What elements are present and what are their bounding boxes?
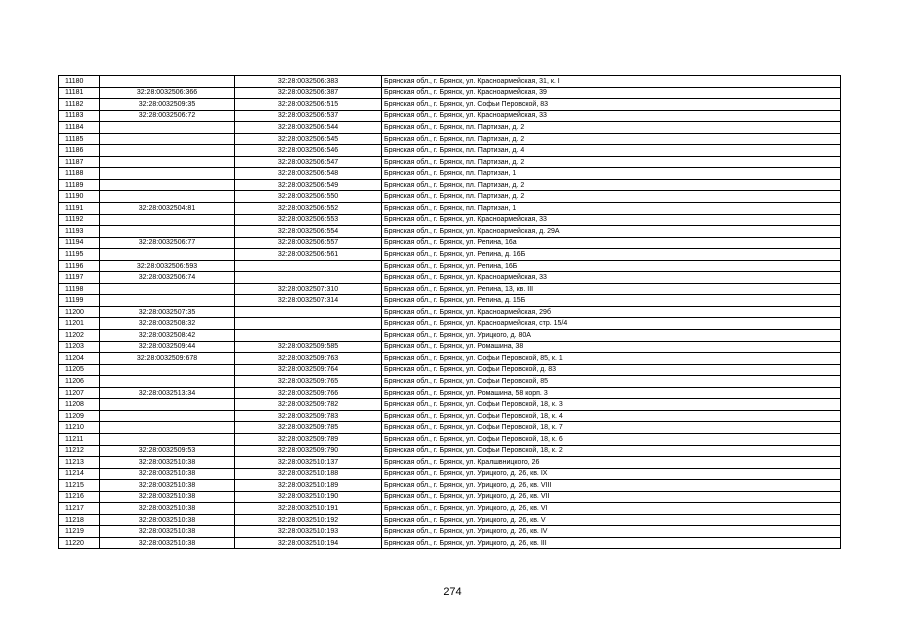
table-row (59, 410, 841, 422)
row-number-cell: 11193 (59, 226, 100, 238)
row-number-cell: 11202 (59, 330, 100, 342)
object-cadastral-number-cell: 32:28:0032509:764 (235, 364, 382, 376)
object-cadastral-number-cell: 32:28:0032506:552 (235, 203, 382, 215)
row-number-cell: 11217 (59, 503, 100, 515)
table-row (59, 330, 841, 342)
object-cadastral-number-cell: 32:28:0032510:190 (235, 491, 382, 503)
object-cadastral-number-cell: 32:28:0032506:545 (235, 133, 382, 145)
address-cell: Брянская обл., г. Брянск, ул. Урицкого, д. 80А (382, 330, 841, 342)
object-cadastral-number-cell: 32:28:0032509:785 (235, 422, 382, 434)
land-cadastral-number-cell: 32:28:0032509:35 (100, 99, 235, 111)
table-row (59, 387, 841, 399)
row-number-cell: 11220 (59, 537, 100, 549)
table-row (59, 526, 841, 538)
address-cell: Брянская обл., г. Брянск, ул. Софьи Перовской, д. 83 (382, 364, 841, 376)
land-cadastral-number-cell: 32:28:0032508:32 (100, 318, 235, 330)
row-number-cell: 11191 (59, 203, 100, 215)
table-row (59, 122, 841, 134)
object-cadastral-number-cell: 32:28:0032510:137 (235, 457, 382, 469)
row-number-cell: 11205 (59, 364, 100, 376)
land-cadastral-number-cell (100, 133, 235, 145)
table-row (59, 341, 841, 353)
row-number-cell: 11192 (59, 214, 100, 226)
table-row (59, 318, 841, 330)
row-number-cell: 11186 (59, 145, 100, 157)
object-cadastral-number-cell: 32:28:0032509:766 (235, 387, 382, 399)
page-number: 274 (443, 586, 462, 598)
object-cadastral-number-cell: 32:28:0032510:193 (235, 526, 382, 538)
object-cadastral-number-cell: 32:28:0032509:790 (235, 445, 382, 457)
land-cadastral-number-cell: 32:28:0032510:38 (100, 457, 235, 469)
land-cadastral-number-cell (100, 422, 235, 434)
land-cadastral-number-cell: 32:28:0032506:593 (100, 260, 235, 272)
table-row (59, 203, 841, 215)
object-cadastral-number-cell (235, 272, 382, 284)
land-cadastral-number-cell: 32:28:0032509:678 (100, 353, 235, 365)
address-cell: Брянская обл., г. Брянск, пл. Партизан, 1 (382, 203, 841, 215)
table-row (59, 110, 841, 122)
row-number-cell: 11180 (59, 76, 100, 88)
table-row (59, 295, 841, 307)
address-cell: Брянская обл., г. Брянск, ул. Репина, д. 15Б (382, 295, 841, 307)
land-cadastral-number-cell (100, 214, 235, 226)
table-row (59, 76, 841, 88)
address-cell: Брянская обл., г. Брянск, ул. Красноармейская, 39 (382, 87, 841, 99)
object-cadastral-number-cell: 32:28:0032509:765 (235, 376, 382, 388)
land-cadastral-number-cell (100, 410, 235, 422)
object-cadastral-number-cell: 32:28:0032509:763 (235, 353, 382, 365)
table-row (59, 480, 841, 492)
address-cell: Брянская обл., г. Брянск, ул. Софьи Перовской, 18, к. 7 (382, 422, 841, 434)
table-row (59, 353, 841, 365)
object-cadastral-number-cell (235, 306, 382, 318)
object-cadastral-number-cell: 32:28:0032509:782 (235, 399, 382, 411)
row-number-cell: 11216 (59, 491, 100, 503)
row-number-cell: 11199 (59, 295, 100, 307)
row-number-cell: 11196 (59, 260, 100, 272)
object-cadastral-number-cell: 32:28:0032506:554 (235, 226, 382, 238)
row-number-cell: 11201 (59, 318, 100, 330)
object-cadastral-number-cell (235, 260, 382, 272)
table-row (59, 283, 841, 295)
land-cadastral-number-cell: 32:28:0032510:38 (100, 537, 235, 549)
address-cell: Брянская обл., г. Брянск, ул. Урицкого, д. 26, кв. IX (382, 468, 841, 480)
object-cadastral-number-cell: 32:28:0032510:188 (235, 468, 382, 480)
address-cell: Брянская обл., г. Брянск, ул. Урицкого, д. 26, кв. V (382, 514, 841, 526)
address-cell: Брянская обл., г. Брянск, ул. Софьи Перовской, 83 (382, 99, 841, 111)
land-cadastral-number-cell: 32:28:0032506:72 (100, 110, 235, 122)
land-cadastral-number-cell: 32:28:0032508:42 (100, 330, 235, 342)
address-cell: Брянская обл., г. Брянск, пл. Партизан, 1 (382, 168, 841, 180)
row-number-cell: 11214 (59, 468, 100, 480)
land-cadastral-number-cell: 32:28:0032509:44 (100, 341, 235, 353)
table-row (59, 399, 841, 411)
object-cadastral-number-cell: 32:28:0032506:549 (235, 179, 382, 191)
object-cadastral-number-cell: 32:28:0032510:191 (235, 503, 382, 515)
address-cell: Брянская обл., г. Брянск, ул. Красноармейская, 29б (382, 306, 841, 318)
row-number-cell: 11181 (59, 87, 100, 99)
table-row (59, 422, 841, 434)
row-number-cell: 11197 (59, 272, 100, 284)
object-cadastral-number-cell: 32:28:0032506:387 (235, 87, 382, 99)
address-cell: Брянская обл., г. Брянск, ул. Софьи Перовской, 18, к. 3 (382, 399, 841, 411)
land-cadastral-number-cell (100, 191, 235, 203)
address-cell: Брянская обл., г. Брянск, ул. Красноармейская, 31, к. I (382, 76, 841, 88)
object-cadastral-number-cell: 32:28:0032507:310 (235, 283, 382, 295)
row-number-cell: 11183 (59, 110, 100, 122)
object-cadastral-number-cell: 32:28:0032506:537 (235, 110, 382, 122)
address-cell: Брянская обл., г. Брянск, ул. Красноармейская, стр. 15/4 (382, 318, 841, 330)
table-row (59, 145, 841, 157)
address-cell: Брянская обл., г. Брянск, ул. Ромашина, 58 корп. 3 (382, 387, 841, 399)
land-cadastral-number-cell (100, 76, 235, 88)
table-row (59, 156, 841, 168)
address-cell: Брянская обл., г. Брянск, ул. Урицкого, д. 26, кв. VII (382, 491, 841, 503)
table-row (59, 133, 841, 145)
table-row (59, 214, 841, 226)
land-cadastral-number-cell (100, 399, 235, 411)
address-cell: Брянская обл., г. Брянск, ул. Репина, 16Б (382, 260, 841, 272)
address-cell: Брянская обл., г. Брянск, ул. Кралшвницкого, 26 (382, 457, 841, 469)
row-number-cell: 11218 (59, 514, 100, 526)
object-cadastral-number-cell (235, 330, 382, 342)
object-cadastral-number-cell: 32:28:0032510:189 (235, 480, 382, 492)
land-cadastral-number-cell: 32:28:0032507:35 (100, 306, 235, 318)
address-cell: Брянская обл., г. Брянск, пл. Партизан, д. 2 (382, 133, 841, 145)
row-number-cell: 11200 (59, 306, 100, 318)
table-row (59, 364, 841, 376)
table-row (59, 514, 841, 526)
land-cadastral-number-cell: 32:28:0032506:77 (100, 237, 235, 249)
row-number-cell: 11187 (59, 156, 100, 168)
row-number-cell: 11188 (59, 168, 100, 180)
row-number-cell: 11189 (59, 179, 100, 191)
row-number-cell: 11184 (59, 122, 100, 134)
address-cell: Брянская обл., г. Брянск, ул. Красноармейская, 33 (382, 214, 841, 226)
property-register-table (58, 75, 841, 549)
object-cadastral-number-cell: 32:28:0032510:194 (235, 537, 382, 549)
address-cell: Брянская обл., г. Брянск, ул. Репина, 13, кв. III (382, 283, 841, 295)
row-number-cell: 11204 (59, 353, 100, 365)
row-number-cell: 11195 (59, 249, 100, 261)
land-cadastral-number-cell: 32:28:0032510:38 (100, 526, 235, 538)
object-cadastral-number-cell: 32:28:0032509:585 (235, 341, 382, 353)
object-cadastral-number-cell: 32:28:0032506:547 (235, 156, 382, 168)
land-cadastral-number-cell (100, 433, 235, 445)
address-cell: Брянская обл., г. Брянск, ул. Урицкого, д. 26, кв. III (382, 537, 841, 549)
row-number-cell: 11203 (59, 341, 100, 353)
land-cadastral-number-cell (100, 179, 235, 191)
table-row (59, 272, 841, 284)
table-row (59, 491, 841, 503)
land-cadastral-number-cell: 32:28:0032504:81 (100, 203, 235, 215)
object-cadastral-number-cell: 32:28:0032506:546 (235, 145, 382, 157)
land-cadastral-number-cell (100, 364, 235, 376)
object-cadastral-number-cell: 32:28:0032506:561 (235, 249, 382, 261)
address-cell: Брянская обл., г. Брянск, пл. Партизан, д. 2 (382, 156, 841, 168)
address-cell: Брянская обл., г. Брянск, ул. Софьи Перовской, 18, к. 6 (382, 433, 841, 445)
address-cell: Брянская обл., г. Брянск, ул. Урицкого, д. 26, кв. IV (382, 526, 841, 538)
land-cadastral-number-cell (100, 283, 235, 295)
table-row (59, 99, 841, 111)
address-cell: Брянская обл., г. Брянск, ул. Софьи Перовской, 18, к. 2 (382, 445, 841, 457)
address-cell: Брянская обл., г. Брянск, ул. Урицкого, д. 26, кв. VI (382, 503, 841, 515)
address-cell: Брянская обл., г. Брянск, ул. Красноармейская, 33 (382, 272, 841, 284)
land-cadastral-number-cell (100, 145, 235, 157)
object-cadastral-number-cell: 32:28:0032506:557 (235, 237, 382, 249)
land-cadastral-number-cell: 32:28:0032510:38 (100, 480, 235, 492)
address-cell: Брянская обл., г. Брянск, пл. Партизан, д. 2 (382, 122, 841, 134)
land-cadastral-number-cell (100, 376, 235, 388)
row-number-cell: 11212 (59, 445, 100, 457)
row-number-cell: 11209 (59, 410, 100, 422)
land-cadastral-number-cell: 32:28:0032506:74 (100, 272, 235, 284)
land-cadastral-number-cell (100, 168, 235, 180)
table-row (59, 445, 841, 457)
object-cadastral-number-cell: 32:28:0032509:783 (235, 410, 382, 422)
table-row (59, 503, 841, 515)
land-cadastral-number-cell (100, 122, 235, 134)
object-cadastral-number-cell: 32:28:0032507:314 (235, 295, 382, 307)
land-cadastral-number-cell (100, 156, 235, 168)
table-row (59, 260, 841, 272)
object-cadastral-number-cell: 32:28:0032506:383 (235, 76, 382, 88)
row-number-cell: 11198 (59, 283, 100, 295)
land-cadastral-number-cell: 32:28:0032509:53 (100, 445, 235, 457)
address-cell: Брянская обл., г. Брянск, пл. Партизан, д. 2 (382, 179, 841, 191)
object-cadastral-number-cell: 32:28:0032506:553 (235, 214, 382, 226)
table-row (59, 226, 841, 238)
row-number-cell: 11206 (59, 376, 100, 388)
table-row (59, 457, 841, 469)
address-cell: Брянская обл., г. Брянск, пл. Партизан, д. 4 (382, 145, 841, 157)
address-cell: Брянская обл., г. Брянск, ул. Репина, 16а (382, 237, 841, 249)
land-cadastral-number-cell: 32:28:0032510:38 (100, 503, 235, 515)
land-cadastral-number-cell: 32:28:0032510:38 (100, 514, 235, 526)
address-cell: Брянская обл., г. Брянск, ул. Софьи Перовской, 85 (382, 376, 841, 388)
table-row (59, 537, 841, 549)
address-cell: Брянская обл., г. Брянск, пл. Партизан, д. 2 (382, 191, 841, 203)
table-row (59, 168, 841, 180)
table-row (59, 433, 841, 445)
row-number-cell: 11182 (59, 99, 100, 111)
row-number-cell: 11215 (59, 480, 100, 492)
row-number-cell: 11207 (59, 387, 100, 399)
land-cadastral-number-cell: 32:28:0032506:366 (100, 87, 235, 99)
table-row (59, 179, 841, 191)
register-table-body (59, 76, 841, 549)
address-cell: Брянская обл., г. Брянск, ул. Репина, д. 16Б (382, 249, 841, 261)
address-cell: Брянская обл., г. Брянск, ул. Красноармейская, д. 29А (382, 226, 841, 238)
address-cell: Брянская обл., г. Брянск, ул. Красноармейская, 33 (382, 110, 841, 122)
object-cadastral-number-cell: 32:28:0032509:789 (235, 433, 382, 445)
row-number-cell: 11211 (59, 433, 100, 445)
row-number-cell: 11194 (59, 237, 100, 249)
object-cadastral-number-cell (235, 318, 382, 330)
table-row (59, 376, 841, 388)
row-number-cell: 11213 (59, 457, 100, 469)
address-cell: Брянская обл., г. Брянск, ул. Урицкого, д. 26, кв. VIII (382, 480, 841, 492)
object-cadastral-number-cell: 32:28:0032506:548 (235, 168, 382, 180)
table-row (59, 306, 841, 318)
land-cadastral-number-cell (100, 249, 235, 261)
object-cadastral-number-cell: 32:28:0032506:515 (235, 99, 382, 111)
land-cadastral-number-cell: 32:28:0032510:38 (100, 468, 235, 480)
address-cell: Брянская обл., г. Брянск, ул. Софьи Перовской, 85, к. 1 (382, 353, 841, 365)
object-cadastral-number-cell: 32:28:0032506:544 (235, 122, 382, 134)
row-number-cell: 11208 (59, 399, 100, 411)
table-row (59, 87, 841, 99)
row-number-cell: 11185 (59, 133, 100, 145)
land-cadastral-number-cell (100, 295, 235, 307)
table-row (59, 249, 841, 261)
address-cell: Брянская обл., г. Брянск, ул. Ромашина, 38 (382, 341, 841, 353)
row-number-cell: 11190 (59, 191, 100, 203)
object-cadastral-number-cell: 32:28:0032506:550 (235, 191, 382, 203)
land-cadastral-number-cell (100, 226, 235, 238)
row-number-cell: 11210 (59, 422, 100, 434)
object-cadastral-number-cell: 32:28:0032510:192 (235, 514, 382, 526)
land-cadastral-number-cell: 32:28:0032510:38 (100, 491, 235, 503)
row-number-cell: 11219 (59, 526, 100, 538)
table-row (59, 191, 841, 203)
table-row (59, 468, 841, 480)
address-cell: Брянская обл., г. Брянск, ул. Софьи Перовской, 18, к. 4 (382, 410, 841, 422)
table-row (59, 237, 841, 249)
land-cadastral-number-cell: 32:28:0032513:34 (100, 387, 235, 399)
